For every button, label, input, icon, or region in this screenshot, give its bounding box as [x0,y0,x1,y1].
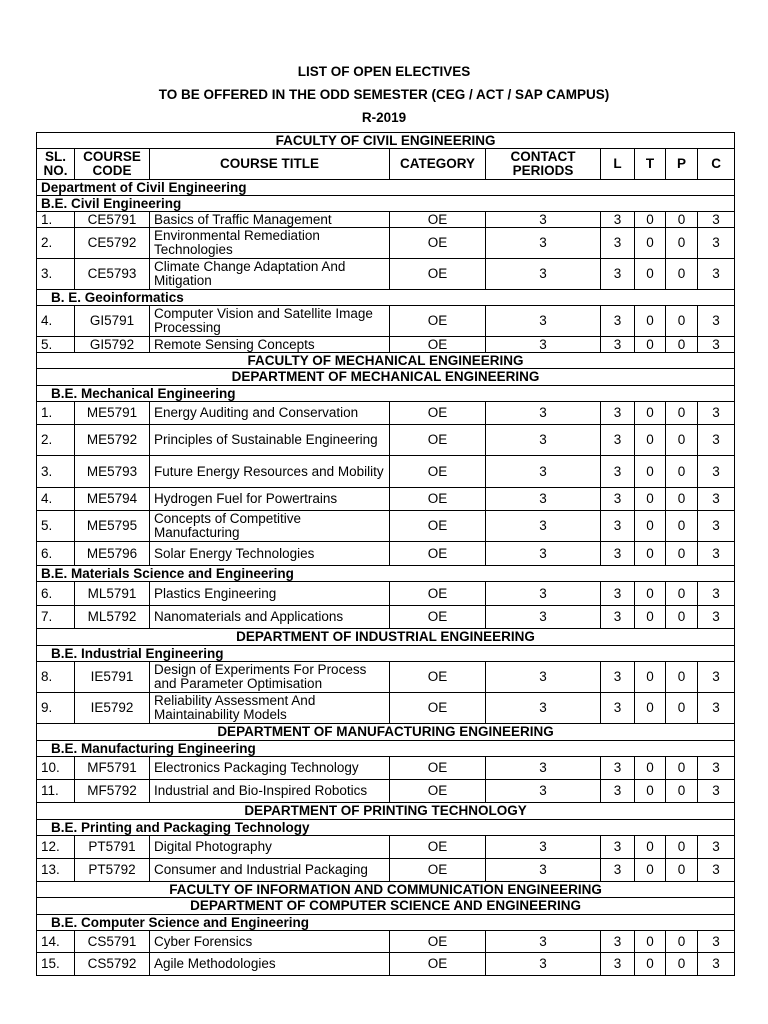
c-cell: 3 [698,306,735,337]
course-title-cell: Agile Methodologies [150,953,390,976]
sl-no-cell: 2. [37,425,75,456]
contact-periods-cell: 3 [486,306,601,337]
p-cell: 0 [666,693,698,724]
course-code-cell: PT5792 [75,859,150,882]
c-cell: 3 [698,488,735,511]
c-cell: 3 [698,582,735,606]
course-title-cell: Plastics Engineering [150,582,390,606]
t-cell: 0 [635,456,666,488]
course-row [37,780,735,803]
l-cell: 3 [601,402,635,425]
course-code-cell: MF5792 [75,780,150,803]
contact-periods-cell: 3 [486,693,601,724]
c-cell: 3 [698,859,735,882]
t-cell: 0 [635,402,666,425]
course-code-cell: GI5792 [75,337,150,353]
course-code-cell: IE5791 [75,662,150,693]
course-title-cell: Principles of Sustainable Engineering [150,425,390,456]
t-cell: 0 [635,337,666,353]
course-code-cell: ME5791 [75,402,150,425]
t-cell: 0 [635,836,666,859]
course-row [37,306,735,337]
course-title-cell: Energy Auditing and Conservation [150,402,390,425]
course-row [37,757,735,780]
contact-periods-cell: 3 [486,228,601,259]
t-cell: 0 [635,859,666,882]
faculty-heading: FACULTY OF CIVIL ENGINEERING [37,133,735,149]
c-cell: 3 [698,693,735,724]
category-cell: OE [390,542,486,566]
course-title-cell: Climate Change Adaptation And Mitigation [150,259,390,290]
course-code-cell: CE5792 [75,228,150,259]
column-header-t: T [635,149,666,180]
department-heading: DEPARTMENT OF COMPUTER SCIENCE AND ENGINEERING [37,898,735,915]
p-cell: 0 [666,306,698,337]
t-cell: 0 [635,662,666,693]
c-cell: 3 [698,212,735,228]
regulation-label: R-2019 [361,110,407,125]
p-cell: 0 [666,582,698,606]
faculty-heading-row [37,353,735,369]
l-cell: 3 [601,606,635,629]
contact-periods-cell: 3 [486,259,601,290]
p-cell: 0 [666,780,698,803]
course-code-cell: ME5793 [75,456,150,488]
p-cell: 0 [666,425,698,456]
faculty-heading-row [37,882,735,898]
column-header-sl-no: SL. NO. [37,149,75,180]
department-heading-row [37,724,735,741]
category-cell: OE [390,212,486,228]
l-cell: 3 [601,662,635,693]
c-cell: 3 [698,402,735,425]
t-cell: 0 [635,425,666,456]
course-row [37,931,735,953]
course-title-cell: Solar Energy Technologies [150,542,390,566]
course-row [37,212,735,228]
l-cell: 3 [601,306,635,337]
l-cell: 3 [601,780,635,803]
course-row [37,542,735,566]
course-code-cell: ME5796 [75,542,150,566]
l-cell: 3 [601,953,635,976]
course-code-cell: ML5792 [75,606,150,629]
contact-periods-cell: 3 [486,212,601,228]
faculty-heading: FACULTY OF MECHANICAL ENGINEERING [37,353,735,369]
c-cell: 3 [698,757,735,780]
c-cell: 3 [698,425,735,456]
sl-no-cell: 3. [37,456,75,488]
l-cell: 3 [601,931,635,953]
course-row [37,511,735,542]
course-code-cell: PT5791 [75,836,150,859]
course-code-cell: MF5791 [75,757,150,780]
contact-periods-cell: 3 [486,511,601,542]
department-heading: DEPARTMENT OF MANUFACTURING ENGINEERING [37,724,735,741]
course-code-cell: CE5791 [75,212,150,228]
course-title-cell: Electronics Packaging Technology [150,757,390,780]
course-title-cell: Future Energy Resources and Mobility [150,456,390,488]
contact-periods-cell: 3 [486,542,601,566]
category-cell: OE [390,228,486,259]
course-title-cell: Basics of Traffic Management [150,212,390,228]
column-header-course-title: COURSE TITLE [150,149,390,180]
category-cell: OE [390,456,486,488]
faculty-heading-row [37,133,735,149]
department-heading: DEPARTMENT OF INDUSTRIAL ENGINEERING [37,629,735,646]
c-cell: 3 [698,780,735,803]
sl-no-cell: 13. [37,859,75,882]
course-row [37,859,735,882]
l-cell: 3 [601,836,635,859]
programme-heading-row [37,196,735,212]
course-title-cell: Remote Sensing Concepts [150,337,390,353]
course-code-cell: ML5791 [75,582,150,606]
course-title-cell: Design of Experiments For Process and Parameter Optimisation [150,662,390,693]
category-cell: OE [390,693,486,724]
programme-heading-row [37,386,735,402]
course-title-cell: Digital Photography [150,836,390,859]
column-header-course-code: COURSE CODE [75,149,150,180]
p-cell: 0 [666,859,698,882]
t-cell: 0 [635,228,666,259]
c-cell: 3 [698,836,735,859]
p-cell: 0 [666,662,698,693]
l-cell: 3 [601,582,635,606]
p-cell: 0 [666,836,698,859]
category-cell: OE [390,931,486,953]
p-cell: 0 [666,337,698,353]
t-cell: 0 [635,259,666,290]
course-code-cell: GI5791 [75,306,150,337]
sl-no-cell: 15. [37,953,75,976]
contact-periods-cell: 3 [486,488,601,511]
c-cell: 3 [698,259,735,290]
category-cell: OE [390,953,486,976]
l-cell: 3 [601,228,635,259]
t-cell: 0 [635,953,666,976]
table-body [37,133,735,976]
t-cell: 0 [635,780,666,803]
course-code-cell: CE5793 [75,259,150,290]
sl-no-cell: 11. [37,780,75,803]
department-heading-row [37,629,735,646]
category-cell: OE [390,606,486,629]
category-cell: OE [390,582,486,606]
sl-no-cell: 7. [37,606,75,629]
department-heading-row [37,369,735,386]
sl-no-cell: 10. [37,757,75,780]
contact-periods-cell: 3 [486,953,601,976]
course-title-cell: Concepts of Competitive Manufacturing [150,511,390,542]
course-row [37,488,735,511]
department-heading: DEPARTMENT OF MECHANICAL ENGINEERING [37,369,735,386]
l-cell: 3 [601,259,635,290]
contact-periods-cell: 3 [486,582,601,606]
course-title-cell: Computer Vision and Satellite Image Processing [150,306,390,337]
sl-no-cell: 5. [37,337,75,353]
contact-periods-cell: 3 [486,859,601,882]
c-cell: 3 [698,953,735,976]
contact-periods-cell: 3 [486,402,601,425]
programme-heading: B.E. Materials Science and Engineering [37,566,735,582]
programme-heading-row [37,180,735,196]
programme-heading: B.E. Mechanical Engineering [37,386,735,402]
p-cell: 0 [666,212,698,228]
programme-heading: B.E. Manufacturing Engineering [37,741,735,757]
l-cell: 3 [601,456,635,488]
contact-periods-cell: 3 [486,606,601,629]
course-row [37,582,735,606]
l-cell: 3 [601,859,635,882]
t-cell: 0 [635,511,666,542]
t-cell: 0 [635,542,666,566]
programme-heading: B.E. Industrial Engineering [37,646,735,662]
course-code-cell: CS5791 [75,931,150,953]
p-cell: 0 [666,228,698,259]
t-cell: 0 [635,306,666,337]
column-header-l: L [601,149,635,180]
l-cell: 3 [601,337,635,353]
programme-heading: B.E. Computer Science and Engineering [37,915,735,931]
p-cell: 0 [666,511,698,542]
column-header-p: P [666,149,698,180]
course-title-cell: Nanomaterials and Applications [150,606,390,629]
course-row [37,662,735,693]
course-row [37,337,735,353]
column-header-contact-periods: CONTACT PERIODS [486,149,601,180]
c-cell: 3 [698,606,735,629]
category-cell: OE [390,757,486,780]
p-cell: 0 [666,402,698,425]
column-header-category: CATEGORY [390,149,486,180]
contact-periods-cell: 3 [486,757,601,780]
course-title-cell: Industrial and Bio-Inspired Robotics [150,780,390,803]
document-subtitle: TO BE OFFERED IN THE ODD SEMESTER (CEG / ACT / SAP CAMPUS) [158,87,610,102]
category-cell: OE [390,259,486,290]
category-cell: OE [390,511,486,542]
sl-no-cell: 4. [37,306,75,337]
c-cell: 3 [698,662,735,693]
document-title: LIST OF OPEN ELECTIVES [297,64,471,79]
contact-periods-cell: 3 [486,662,601,693]
t-cell: 0 [635,582,666,606]
programme-heading-row [37,290,735,306]
contact-periods-cell: 3 [486,425,601,456]
c-cell: 3 [698,456,735,488]
t-cell: 0 [635,606,666,629]
sl-no-cell: 9. [37,693,75,724]
sl-no-cell: 3. [37,259,75,290]
programme-heading: B. E. Geoinformatics [37,290,735,306]
p-cell: 0 [666,456,698,488]
course-title-cell: Cyber Forensics [150,931,390,953]
t-cell: 0 [635,757,666,780]
column-header-row [37,149,735,180]
course-row [37,836,735,859]
p-cell: 0 [666,542,698,566]
category-cell: OE [390,425,486,456]
t-cell: 0 [635,693,666,724]
sl-no-cell: 12. [37,836,75,859]
faculty-heading: FACULTY OF INFORMATION AND COMMUNICATION ENGINEERING [37,882,735,898]
course-row [37,693,735,724]
l-cell: 3 [601,511,635,542]
programme-heading: Department of Civil Engineering [37,180,735,196]
p-cell: 0 [666,931,698,953]
department-heading: DEPARTMENT OF PRINTING TECHNOLOGY [37,803,735,820]
course-code-cell: ME5794 [75,488,150,511]
c-cell: 3 [698,511,735,542]
course-row [37,402,735,425]
sl-no-cell: 6. [37,582,75,606]
contact-periods-cell: 3 [486,836,601,859]
programme-heading: B.E. Printing and Packaging Technology [37,820,735,836]
contact-periods-cell: 3 [486,931,601,953]
sl-no-cell: 6. [37,542,75,566]
programme-heading: B.E. Civil Engineering [37,196,735,212]
sl-no-cell: 1. [37,212,75,228]
p-cell: 0 [666,757,698,780]
course-code-cell: IE5792 [75,693,150,724]
course-title-cell: Hydrogen Fuel for Powertrains [150,488,390,511]
category-cell: OE [390,488,486,511]
p-cell: 0 [666,606,698,629]
p-cell: 0 [666,953,698,976]
course-row [37,953,735,976]
c-cell: 3 [698,931,735,953]
t-cell: 0 [635,488,666,511]
sl-no-cell: 5. [37,511,75,542]
category-cell: OE [390,780,486,803]
programme-heading-row [37,820,735,836]
course-code-cell: CS5792 [75,953,150,976]
sl-no-cell: 2. [37,228,75,259]
c-cell: 3 [698,542,735,566]
sl-no-cell: 4. [37,488,75,511]
course-title-cell: Reliability Assessment And Maintainability Models [150,693,390,724]
sl-no-cell: 14. [37,931,75,953]
course-row [37,259,735,290]
contact-periods-cell: 3 [486,456,601,488]
course-title-cell: Environmental Remediation Technologies [150,228,390,259]
l-cell: 3 [601,693,635,724]
category-cell: OE [390,402,486,425]
course-row [37,606,735,629]
course-code-cell: ME5792 [75,425,150,456]
programme-heading-row [37,915,735,931]
p-cell: 0 [666,488,698,511]
programme-heading-row [37,646,735,662]
course-row [37,456,735,488]
l-cell: 3 [601,488,635,511]
category-cell: OE [390,337,486,353]
course-row [37,228,735,259]
contact-periods-cell: 3 [486,337,601,353]
category-cell: OE [390,859,486,882]
contact-periods-cell: 3 [486,780,601,803]
l-cell: 3 [601,757,635,780]
c-cell: 3 [698,228,735,259]
programme-heading-row [37,741,735,757]
t-cell: 0 [635,212,666,228]
t-cell: 0 [635,931,666,953]
p-cell: 0 [666,259,698,290]
programme-heading-row [37,566,735,582]
l-cell: 3 [601,542,635,566]
l-cell: 3 [601,425,635,456]
department-heading-row [37,898,735,915]
l-cell: 3 [601,212,635,228]
open-electives-table [36,132,735,976]
course-row [37,425,735,456]
category-cell: OE [390,662,486,693]
column-header-c: C [698,149,735,180]
course-title-cell: Consumer and Industrial Packaging [150,859,390,882]
category-cell: OE [390,836,486,859]
department-heading-row [37,803,735,820]
sl-no-cell: 8. [37,662,75,693]
category-cell: OE [390,306,486,337]
c-cell: 3 [698,337,735,353]
sl-no-cell: 1. [37,402,75,425]
course-code-cell: ME5795 [75,511,150,542]
